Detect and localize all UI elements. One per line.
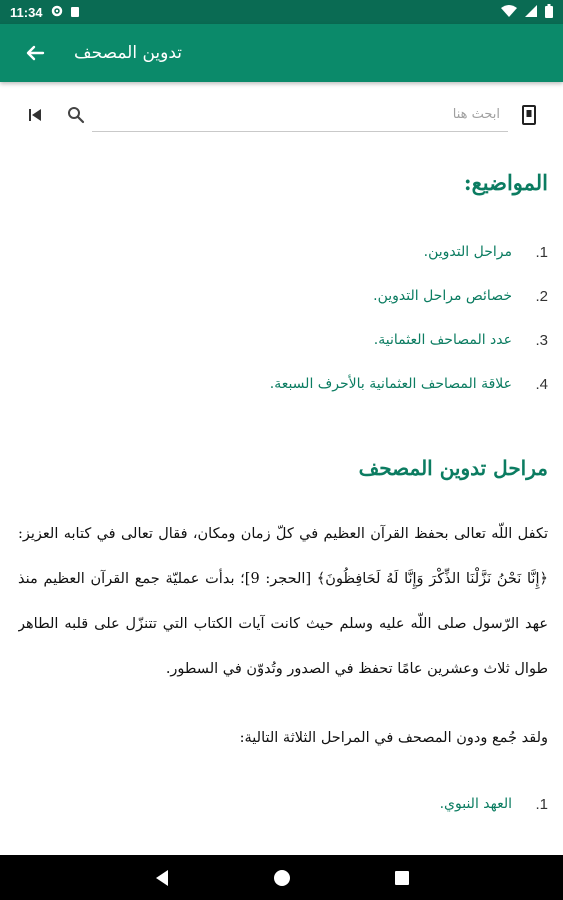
topic-link[interactable]: عدد المصاحف العثمانية. bbox=[373, 332, 512, 348]
list-number: 3. bbox=[535, 331, 548, 349]
page-title: تدوين المصحف bbox=[74, 43, 182, 63]
back-triangle-icon[interactable] bbox=[151, 867, 173, 889]
gear-icon bbox=[51, 5, 63, 20]
list-number: 1. bbox=[535, 795, 548, 813]
list-number: 2. bbox=[535, 287, 548, 305]
stage-link[interactable]: العهد النبوي. bbox=[439, 796, 512, 812]
status-bar bbox=[0, 0, 563, 24]
stages-list bbox=[18, 782, 548, 826]
bookmark-icon[interactable] bbox=[516, 102, 542, 128]
skip-previous-icon[interactable] bbox=[22, 102, 48, 128]
system-nav-bar bbox=[0, 855, 563, 900]
article-content bbox=[18, 150, 548, 855]
topics-heading: المواضيع: bbox=[463, 170, 548, 195]
search-icon[interactable] bbox=[63, 102, 89, 128]
search-row bbox=[0, 92, 563, 138]
home-circle-icon[interactable] bbox=[271, 867, 293, 889]
clock: 11:34 bbox=[10, 4, 43, 20]
status-left bbox=[10, 5, 79, 20]
search-input[interactable] bbox=[92, 98, 508, 132]
arrow-back-icon[interactable] bbox=[22, 40, 48, 66]
topic-item[interactable] bbox=[18, 362, 548, 406]
stage-item[interactable] bbox=[18, 782, 548, 826]
topic-link[interactable]: علاقة المصاحف العثمانية بالأحرف السبعة. bbox=[269, 376, 512, 392]
sd-card-icon bbox=[71, 7, 79, 17]
stages-intro: ولقد جُمع ودون المصحف في المراحل الثلاثة التالية: bbox=[239, 730, 548, 746]
topic-item[interactable] bbox=[18, 230, 548, 274]
app-bar bbox=[0, 24, 563, 82]
topic-item[interactable] bbox=[18, 274, 548, 318]
battery-icon bbox=[545, 4, 553, 21]
list-number: 1. bbox=[535, 243, 548, 261]
body-paragraph: تكفل اللّه تعالى بحفظ القرآن العظيم في كلّ زمان ومكان، فقال تعالى في كتابه العزيز: ﴿إِنَّا نَحْنُ نَزَّلْنَا الذِّكْرَ وَإِنَّا لَهُ لَحَافِظُونَ﴾ [الحجر: 9]؛ بدأت عمليّة جمع القرآن العظيم منذ عهد الرّسول صلى اللّه عليه وسلم حيث كانت آيات الكتاب التي تتنزّل على قلبه الطاهر طوال ثلاث وعشرين عامًا تحفظ في الصدور وتُدوّن في السطور. bbox=[18, 526, 548, 677]
list-number: 4. bbox=[535, 375, 548, 393]
topic-link[interactable]: خصائص مراحل التدوين. bbox=[373, 288, 512, 304]
section-heading: مراحل تدوين المصحف bbox=[358, 456, 548, 480]
signal-icon bbox=[525, 5, 537, 20]
status-right bbox=[501, 4, 553, 21]
topics-list bbox=[18, 230, 548, 406]
topic-link[interactable]: مراحل التدوين. bbox=[423, 244, 512, 260]
topic-item[interactable] bbox=[18, 318, 548, 362]
wifi-icon bbox=[501, 5, 517, 20]
recents-square-icon[interactable] bbox=[391, 867, 413, 889]
